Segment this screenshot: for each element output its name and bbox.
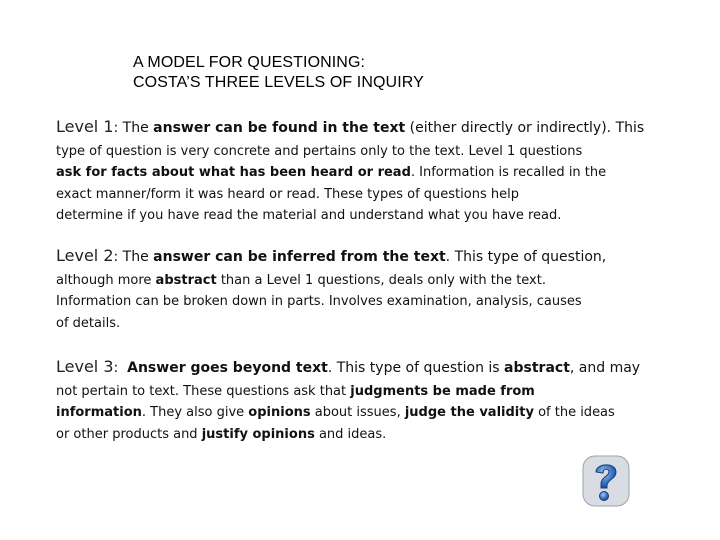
level-2-label: Level 2: [56, 246, 114, 265]
level-1-label: Level 1: [56, 117, 114, 136]
level-2-paragraph: Level 2: The answer can be inferred from the text. This type of question, although more abstract than a Level 1 questions, deals only with the text. Information can be broken down in parts. Involves examination, analysis, causes of details.: [56, 246, 607, 331]
title-line-1: A MODEL FOR QUESTIONING:: [133, 54, 366, 71]
level-1-paragraph: Level 1: The answer can be found in the text (either directly or indirectly). This type of question is very concrete and pertains only to the text. Level 1 questions ask for facts about what has been heard or read. Information is recalled in the exact manner/form it was heard or read. These types of questions help determine if you have read the material and understand what you have read.: [56, 117, 645, 223]
level-3-label: Level 3: [56, 357, 114, 376]
page-title: [133, 53, 613, 93]
question-mark-icon: [578, 452, 634, 510]
title-line-2: COSTA’S THREE LEVELS OF INQUIRY: [133, 74, 424, 91]
level-3-paragraph: Level 3: Answer goes beyond text. This type of question is abstract, and may not pertain to text. These questions ask that judgments be made from information. They also give opinions about issues, judge the validity of the ideas or other products and justify opinions and ideas.: [56, 357, 641, 442]
